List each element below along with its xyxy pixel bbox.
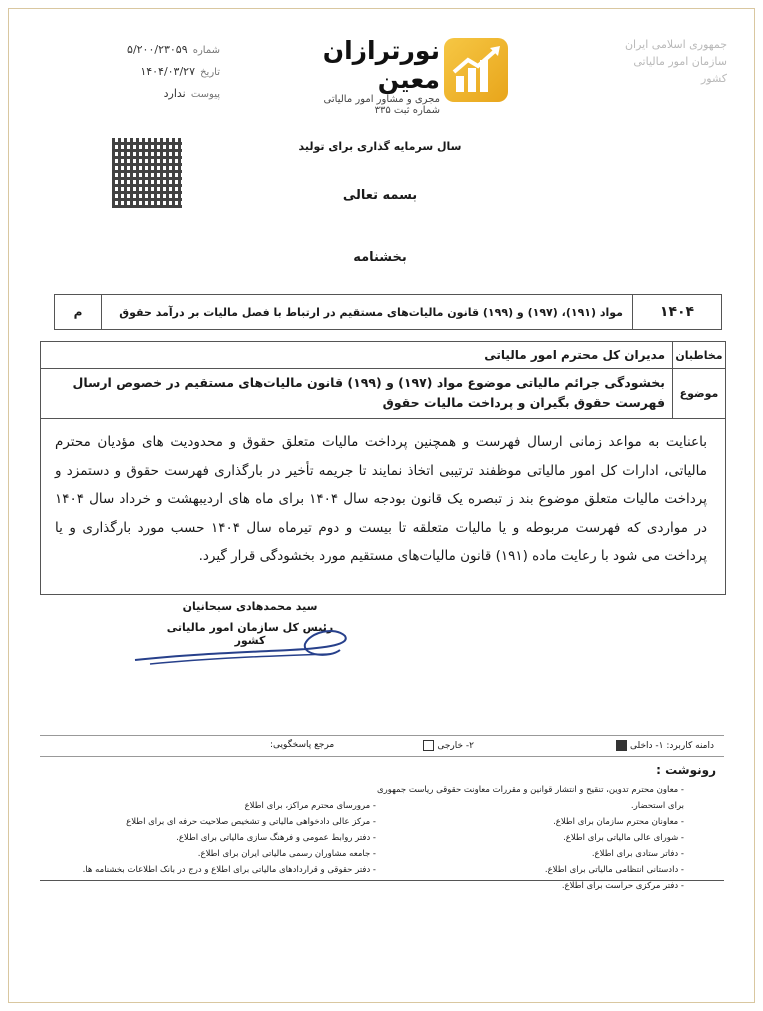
copy-item: - مرورسای محترم مراکز، برای اطلاع xyxy=(244,801,376,811)
copy-item: - دفتر روابط عمومی و فرهنگ سازی مالیاتی برای اطلاع. xyxy=(176,833,376,843)
copy-item: - دفتر مرکزی حراست برای اطلاع. xyxy=(561,881,684,891)
qr-code-icon xyxy=(112,138,182,208)
scope-label: دامنه کاربرد: xyxy=(666,741,714,751)
external-label: ۲- خارجی xyxy=(437,741,474,751)
year-value: ۱۴۰۴ xyxy=(659,304,695,320)
subject-row xyxy=(54,294,722,330)
external-checkbox[interactable] xyxy=(423,740,434,751)
copy-item: - جامعه مشاوران رسمی مالیاتی ایران برای اطلاع. xyxy=(197,849,376,859)
copy-item: - دادستانی انتظامی مالیاتی برای اطلاع. xyxy=(544,865,684,875)
copies-section xyxy=(40,762,724,891)
number-value: ۵/۲۰۰/۲۳۰۵۹ xyxy=(127,43,188,56)
logo-subtitle: مجری و مشاور امور مالیاتی xyxy=(323,94,440,105)
basmala: بسمه تعالی xyxy=(342,188,418,203)
topic-row xyxy=(41,368,725,419)
logo-icon xyxy=(444,38,508,102)
copy-item: - دفتر حقوقی و قراردادهای مالیاتی برای اطلاع و درج در بانک اطلاعات بخشنامه ها. xyxy=(82,865,376,875)
header-line: جمهوری اسلامی ایران xyxy=(624,38,727,51)
topic-label: موضوع xyxy=(672,368,725,418)
header-line: سازمان امور مالیاتی xyxy=(633,55,727,68)
main-table xyxy=(40,341,726,595)
copies-left-column xyxy=(46,798,376,878)
date-label: تاریخ xyxy=(200,67,220,78)
signature-block xyxy=(150,600,350,647)
copy-item: - معاونان محترم سازمان برای اطلاع. xyxy=(553,817,684,827)
footer-row xyxy=(40,735,724,757)
signer-title: رئیس کل سازمان امور مالیاتی کشور xyxy=(166,621,334,647)
copy-item: - مرکز عالی دادخواهی مالیاتی و تشخیص صلاحیت حرفه ای برای اطلاع xyxy=(126,817,376,827)
topic-value: بخشودگی جرائم مالیاتی موضوع مواد (۱۹۷) و (۱۹۹) قانون مالیات‌های مستقیم در خصوص ارسال فهرست حقوق بگیران و پرداخت مالیات حقوق xyxy=(72,375,665,410)
copies-title: رونوشت : xyxy=(656,763,716,777)
body-text: باعنایت به مواعد زمانی ارسال فهرست و همچنین پرداخت مالیات متعلق حقوق و محدودیت های مؤدیان محترم مالیاتی، ادارات کل امور مالیاتی موظفند ترتیبی اتخاذ نمایند تا جریمه تأخیر در بارگذاری فهرست حقوق و دستمزد و پرداخت مالیات متعلق موضوع بند ز تبصره یک قانون بودجه سال ۱۴۰۴ برای ماه های اردیبهشت و خرداد سال ۱۴۰۴ در مواردی که فهرست مربوطه و یا مالیات متعلقه تا بیست و دوم تیرماه سال ۱۴۰۴ حسب مورد بارگذاری و یا پرداخت می شود با رعایت ماده (۱۹۱) قانون مالیات‌های مستقیم مورد بخشودگی قرار گیرد. xyxy=(55,434,708,564)
copy-item: - دفاتر ستادی برای اطلاع. xyxy=(591,849,684,859)
letter-meta xyxy=(110,38,220,104)
scope xyxy=(616,740,714,751)
signature-scribble-icon xyxy=(130,624,360,674)
external-scope xyxy=(423,740,474,751)
subject-cell xyxy=(101,295,633,329)
logo-registration: شماره ثبت ۳۳۵ xyxy=(374,105,440,116)
official-header xyxy=(607,36,727,87)
copies-divider xyxy=(40,880,724,881)
internal-checkbox[interactable] xyxy=(616,740,627,751)
copy-item: - معاون محترم تدوین، تنقیح و انتشار قوانین و مقررات معاونت حقوقی ریاست جمهوری برای استحضار. xyxy=(376,785,684,811)
addressees-label: مخاطبان xyxy=(672,342,725,368)
attachment-value: ندارد xyxy=(163,87,186,100)
code-cell xyxy=(55,295,101,329)
date-value: ۱۴۰۴/۰۳/۲۷ xyxy=(140,65,195,78)
copy-item: - شورای عالی مالیاتی برای اطلاع. xyxy=(563,833,684,843)
copies-right-column xyxy=(364,782,684,894)
signer-name: سید محمدهادی سبحانیان xyxy=(182,600,318,613)
logo-text xyxy=(252,36,440,116)
slogan: سال سرمایه گذاری برای تولید xyxy=(298,140,462,153)
header-line: کشور xyxy=(700,72,727,85)
year-cell xyxy=(632,295,721,329)
addressees-row xyxy=(41,342,725,369)
number-label: شماره xyxy=(192,45,220,56)
logo-title: نورترازان معین xyxy=(322,36,440,94)
subject-value: مواد (۱۹۱)، (۱۹۷) و (۱۹۹) قانون مالیات‌های مستقیم در ارتباط با فصل مالیات بر درآمد حقوق xyxy=(119,305,623,319)
reference xyxy=(270,740,334,750)
addressees-value: مدیران کل محترم امور مالیاتی xyxy=(484,348,665,362)
reference-label: مرجع پاسخگویی: xyxy=(270,740,335,750)
internal-label: ۱- داخلی xyxy=(629,741,664,751)
doc-type: بخشنامه xyxy=(353,250,407,265)
code-value: م xyxy=(73,305,83,319)
attachment-label: پیوست xyxy=(190,89,220,100)
